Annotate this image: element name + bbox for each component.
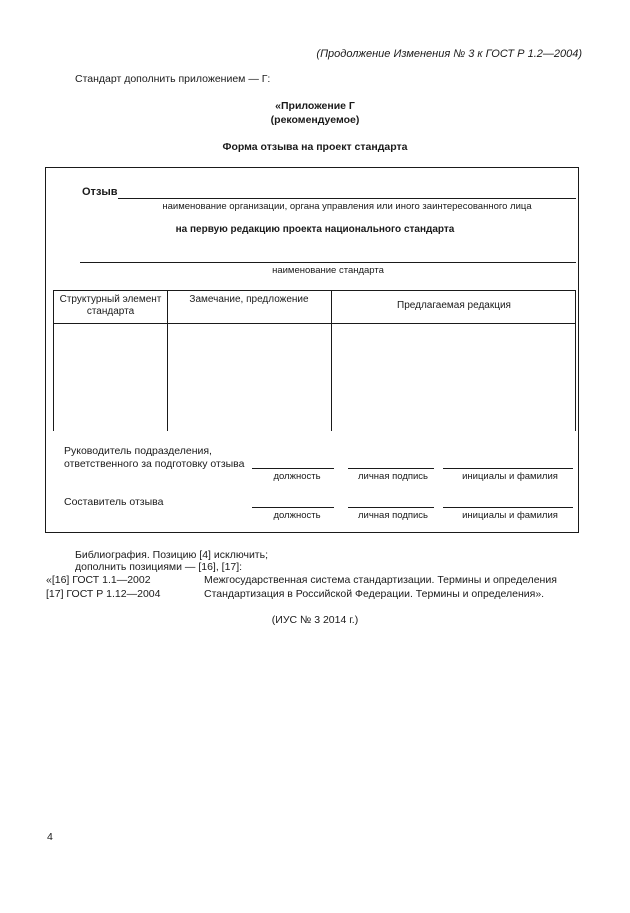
bib-entry-17-ref: [17] ГОСТ Р 1.12—2004 bbox=[46, 588, 161, 600]
bibliography-line-1: Библиография. Позицию [4] исключить; bbox=[75, 549, 269, 561]
standard-caption: наименование стандарта bbox=[272, 265, 384, 276]
compiler-name-caption: инициалы и фамилия bbox=[462, 510, 558, 521]
head-position-caption: должность bbox=[273, 471, 321, 482]
head-label-1: Руководитель подразделения, bbox=[64, 445, 212, 457]
head-name-line bbox=[443, 468, 573, 469]
table-header-remark: Замечание, предложение bbox=[189, 294, 309, 305]
head-label-2: ответственного за подготовку отзыва bbox=[64, 458, 245, 470]
standard-name-line bbox=[80, 262, 576, 263]
bib-entry-16-ref: «[16] ГОСТ 1.1—2002 bbox=[46, 574, 151, 586]
draft-subtitle: на первую редакцию проекта национального стандарта bbox=[175, 224, 455, 235]
head-signature-line bbox=[348, 468, 434, 469]
bibliography-line-2: дополнить позициями — [16], [17]: bbox=[75, 561, 243, 573]
bib-entry-17-title: Стандартизация в Российской Федерации. Термины и определения». bbox=[204, 588, 545, 600]
compiler-position-line bbox=[252, 507, 334, 508]
table-header-proposed-edition: Предлагаемая редакция bbox=[397, 300, 511, 311]
compiler-signature-line bbox=[348, 507, 434, 508]
org-caption: наименование организации, органа управления или иного заинтересованного лица bbox=[162, 201, 532, 212]
compiler-name-line bbox=[443, 507, 573, 508]
head-position-line bbox=[252, 468, 334, 469]
review-label: Отзыв bbox=[82, 186, 118, 198]
form-title: Форма отзыва на проект стандарта bbox=[222, 141, 408, 153]
org-name-line bbox=[118, 198, 576, 199]
head-signature-caption: личная подпись bbox=[357, 471, 429, 482]
ius-note: (ИУС № 3 2014 г.) bbox=[271, 614, 359, 626]
compiler-signature-caption: личная подпись bbox=[357, 510, 429, 521]
bib-entry-16-title: Межгосударственная система стандартизации. Термины и определения bbox=[204, 574, 557, 586]
page-number: 4 bbox=[47, 831, 53, 843]
head-name-caption: инициалы и фамилия bbox=[462, 471, 558, 482]
review-table bbox=[53, 290, 576, 431]
compiler-label: Составитель отзыва bbox=[64, 496, 164, 508]
table-header-structural-element: Структурный элемент стандарта bbox=[59, 294, 162, 317]
continuation-header: (Продолжение Изменения № 3 к ГОСТ Р 1.2—2004) bbox=[316, 48, 582, 60]
intro-text: Стандарт дополнить приложением — Г: bbox=[75, 73, 271, 85]
compiler-position-caption: должность bbox=[273, 510, 321, 521]
appendix-status: (рекомендуемое) bbox=[270, 114, 360, 126]
appendix-title: «Приложение Г bbox=[275, 100, 355, 112]
